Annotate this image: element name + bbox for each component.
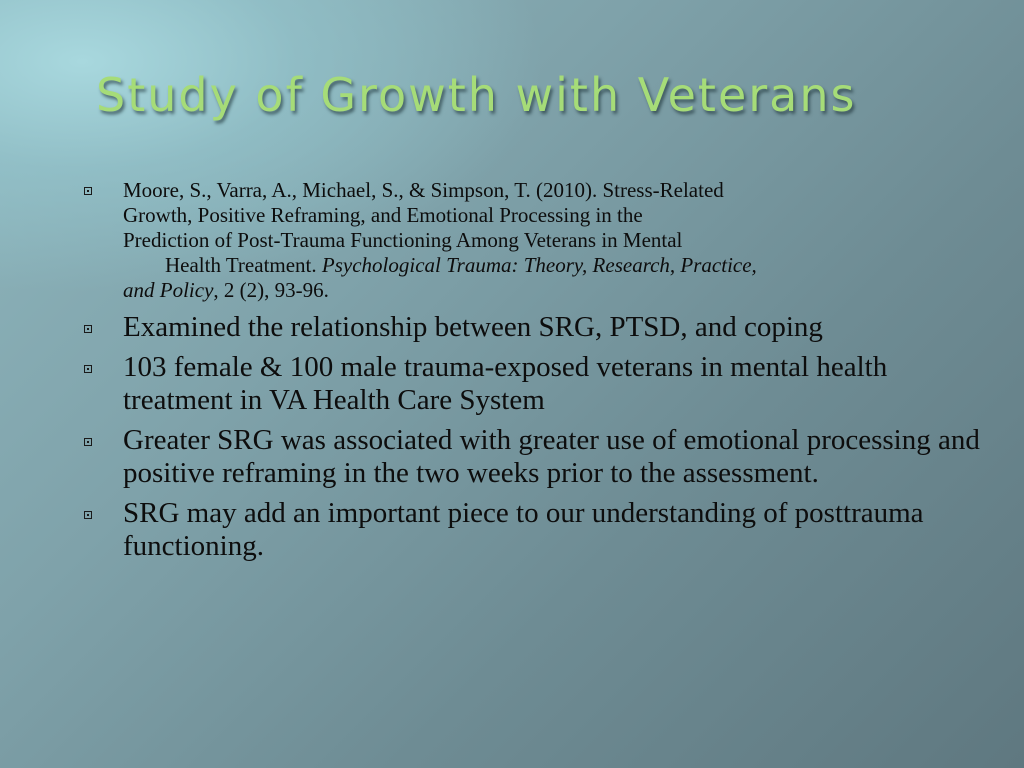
reference-line-1: Moore, S., Varra, A., Michael, S., & Simpson, T. (2010). Stress-Related [123, 178, 724, 202]
bullet-list [82, 178, 982, 570]
reference-line-4 [123, 253, 982, 278]
reference-journal-title-end: and Policy [123, 278, 214, 302]
square-bullet-icon [84, 325, 92, 333]
bullet-text: Examined the relationship between SRG, PTSD, and coping [123, 311, 823, 343]
bullet-text: Greater SRG was associated with greater use of emotional processing and positive reframing in the two weeks prior to the assessment. [123, 424, 980, 489]
bullet-item [82, 311, 982, 344]
bullet-item [82, 351, 982, 417]
square-bullet-icon [84, 187, 92, 195]
reference-line-5 [123, 278, 982, 303]
reference-line-4-text: Health Treatment. [165, 253, 322, 277]
reference-bullet [82, 178, 982, 303]
bullet-item [82, 497, 982, 563]
reference-line-3: Prediction of Post-Trauma Functioning Among Veterans in Mental [123, 228, 683, 252]
reference-journal-title: Psychological Trauma: Theory, Research, Practice, [321, 253, 757, 277]
slide-title: Study of Growth with Veterans [96, 68, 857, 122]
reference-line-2: Growth, Positive Reframing, and Emotional Processing in the [123, 203, 643, 227]
square-bullet-icon [84, 511, 92, 519]
square-bullet-icon [84, 438, 92, 446]
square-bullet-icon [84, 365, 92, 373]
bullet-text: 103 female & 100 male trauma-exposed veterans in mental health treatment in VA Health Care System [123, 351, 888, 416]
bullet-text: SRG may add an important piece to our understanding of posttrauma functioning. [123, 497, 924, 562]
bullet-item [82, 424, 982, 490]
reference-volume-pages: , 2 (2), 93-96. [213, 278, 329, 302]
